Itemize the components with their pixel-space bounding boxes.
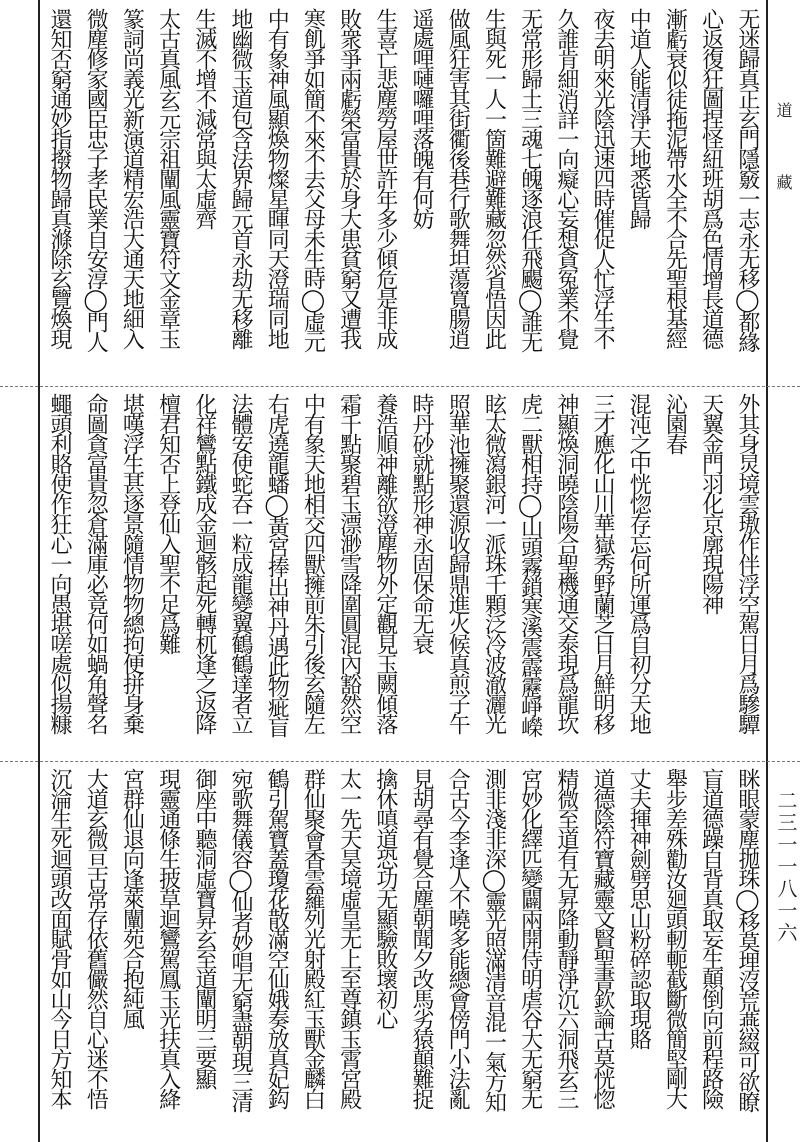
text-column: 照華池擁聚還源收歸鼎進火候真煎子午 [445, 393, 471, 733]
text-column: 遥處哩嗹囉哩落魄有何妨 [409, 8, 435, 228]
side-title-label: 道 [774, 102, 793, 118]
text-column: 宮群仙退向逢萊闡苑合抱純風 [119, 768, 145, 1028]
text-column: 丈夫揮神劍劈思山粉碎認取現賂 [626, 768, 652, 1048]
text-column: 天翼金門羽化京廓現陽神 [698, 393, 724, 613]
text-column: 現靈通條生披草迴鸞駕鳳玉光扶真入絳 [155, 768, 181, 1108]
text-column: 漸虧衰似徒拖泥帶水全不合先聖根基經 [662, 8, 688, 348]
text-column: 合古今李逢人不曉多能總會傍門小法亂 [445, 768, 471, 1108]
text-column: 心返復狂圖捏怪紐班胡爲色情增長道德 [698, 8, 724, 348]
text-column: 太古真風玄元宗祖闡風靈寶符文金章玉 [155, 8, 181, 348]
text-column: 法體安使蛇吞一粒成龍變翼鶴鶴達者立 [228, 393, 254, 733]
text-column: 夜去明來光陰迅速四時催促人忙浮生不 [590, 8, 616, 348]
text-column: 檀君知否上登仙入聖不足爲難 [155, 393, 181, 653]
text-column: 擒休嗔道恐功无顯驗敗壞初心 [372, 768, 398, 1028]
column-group [40, 393, 766, 755]
section-divider [0, 386, 800, 387]
text-column: 測非淺非深◯靈光照滿清音混一氣方知 [481, 768, 507, 1111]
text-column: 右虎遶龍蟠◯黃宮捧出神丹遇此物疵盲 [264, 393, 290, 736]
section-heading: 沁園春 [662, 393, 688, 453]
text-column: 寒飢爭如簡不來不去父母未生時◯虛元 [300, 8, 326, 351]
text-column: 混沌之中恍惚存忘何所運爲自初分天地 [626, 393, 652, 733]
text-column: 鶴引駕寶蓋瓊花散滿空仙娥奏放真妃鈎 [264, 768, 290, 1108]
text-column: 神顯煥洞曉陰陽合聖機通交泰現爲龍坎 [553, 393, 579, 733]
text-column: 道德陰符寶藏靈文賢聖書欽論古莫恍惚 [590, 768, 616, 1108]
text-column: 盲道德躁自背真取妄生顛倒向前程路險 [698, 768, 724, 1108]
text-column: 生與死一人一箇難避難藏忽然省悟因此 [481, 8, 507, 348]
text-column: 无迷歸真正玄門隱竅一志永无移◯都緣 [734, 8, 760, 351]
text-column: 蠅頭利賂使作狂心一向愚堪嗟處似揚糠 [47, 393, 72, 733]
text-column: 三才應化山川華嶽秀野蘭芝日月鮮明移 [590, 393, 616, 733]
text-column: 做風狂害其街衢後巷行歌舞坦蕩寬腸逍 [445, 8, 471, 348]
text-panel-bottom [40, 768, 766, 1134]
text-column: 中道人能清淨天地悉皆歸 [626, 8, 652, 228]
text-column: 堪嘆浮生甚逐景隨情物物總拘便拼身棄 [119, 393, 145, 733]
text-column: 中有象天地相交四獸擁前朱引後玄隨左 [300, 393, 326, 733]
text-column: 精微至道有无昇降動靜淨沉六洞飛玄三 [553, 768, 579, 1108]
text-column: 篆詞尚義光新演道精宏浩大通天地細入 [119, 8, 145, 348]
text-column: 大道玄微亘古常存依舊儼然自心迷不悟 [83, 768, 109, 1108]
text-column: 地幽微玉道包含法界歸元首永劫无移離 [228, 8, 254, 348]
text-column: 御座中聽洞虛寶昇玄至道闡明三要顯 [191, 768, 217, 1088]
text-column: 宮妙化繹匹變闢兩開侍明虐谷大无窮无 [517, 768, 543, 1108]
text-column: 外其身炅境雲璈作伴浮空駕日月爲驂驔 [734, 393, 760, 733]
text-column: 沉淪生死迴頭改面賦骨如山今日方知本 [47, 768, 72, 1108]
text-column: 虎二獸相持◯山頭霧鎖寒溪震霹靂崢嶸 [517, 393, 543, 736]
text-column: 命圖貪富貴忽倉滿庫必竟何如蝸角聲名 [83, 393, 109, 733]
text-column: 微塵修家國臣忠子孝民業自安淳◯門人 [83, 8, 109, 351]
column-group [40, 768, 766, 1134]
text-column: 中有象神風顯煥物燦星暉同天澄瑞同地 [264, 8, 290, 348]
section-divider [0, 761, 800, 762]
text-column: 還知否窮通妙指撥物歸真滌除玄覽煥現 [47, 8, 72, 348]
text-column: 无常形歸土三魂七魄逐浪任飛颺◯誰无 [517, 8, 543, 351]
text-column: 養浩順神離欲澄塵物外定觀見玉闕傾落 [372, 393, 398, 733]
text-column: 敗衆爭兩虧榮富貴於身大患貧窮又遭我 [336, 8, 362, 348]
text-column: 霜千點聚碧玉漂渺雪降圍圓混內豁然空 [336, 393, 362, 733]
text-column: 群仙聚會香雲羅列光射殿紅玉獸金麟白 [300, 768, 326, 1108]
column-group [40, 8, 766, 380]
text-column: 生滅不增不減常與太虛齊 [191, 8, 217, 228]
text-column: 舉步差殊勸汝廻頭軔軛截斷微簡堅剛大 [662, 768, 688, 1108]
text-column: 久誰肯細消詳一向癡心妄想貪冤業不覺 [553, 8, 579, 348]
text-column: 眩太微瀉銀河一派珠千顆泛冷波澈灑光 [481, 393, 507, 733]
text-column: 化祥鸞點鐵成金迴骸起死轉杌逢之返降 [191, 393, 217, 733]
text-panel-middle [40, 393, 766, 755]
page-number: 二三一一八一六 [774, 790, 798, 944]
side-collection-label: 藏 [774, 174, 793, 190]
text-column: 時丹砂就點形神永固保命无衰 [409, 393, 435, 653]
text-column: 見胡尋有覺合塵朝聞夕改馬劣猿顛難捉 [409, 768, 435, 1108]
text-panel-top [40, 8, 766, 380]
text-column: 太一先天昊境虛皇无上至尊鎮玉霄宮殿 [336, 768, 362, 1108]
text-column: 生喜亡悲塵勞屋世許年多少傾危是非成 [372, 8, 398, 348]
text-column: 宛歌舞儀容◯仙者妙唱无窮盡朝現三清 [228, 768, 254, 1111]
text-column: 眯眼蒙塵拋珠◯移莫埋沒荒燕綴可欲瞭 [734, 768, 760, 1111]
